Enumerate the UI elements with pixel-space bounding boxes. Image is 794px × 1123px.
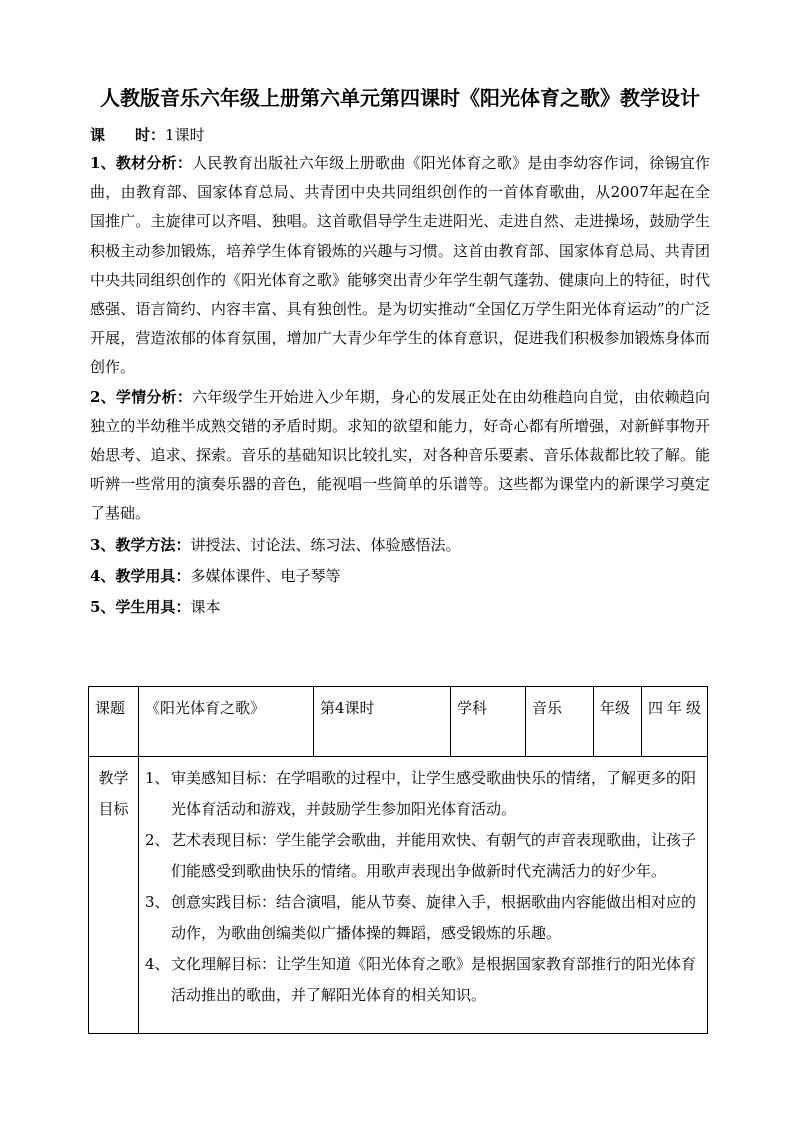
section-label: 2、学情分析： <box>90 387 193 406</box>
topic-label-cell: 课题 <box>89 687 139 757</box>
section-text: 讲授法、讨论法、练习法、体验感悟法。 <box>190 535 461 554</box>
subject-label-cell: 学科 <box>451 687 526 757</box>
section-text: 多媒体课件、电子琴等 <box>190 566 341 585</box>
course-time-label <box>90 126 165 144</box>
goal-item <box>145 887 701 949</box>
document-title: 人教版音乐六年级上册第六单元第四课时《阳光体育之歌》教学设计 <box>100 86 700 110</box>
grade-value-cell: 四年级 <box>642 687 708 757</box>
table-header-row <box>89 687 708 757</box>
grade-label-cell: 年级 <box>594 687 642 757</box>
teaching-goals-cell <box>139 757 708 1034</box>
section-label: 5、学生用具： <box>90 597 191 616</box>
goal-text: 审美感知目标：在学唱歌的过程中，让学生感受歌曲快乐的情绪，了解更多的阳光体育活动和游戏，并鼓励学生参加阳光体育活动。 <box>171 769 697 818</box>
goal-number: 2、 <box>145 831 170 849</box>
lesson-plan-table <box>88 686 708 1034</box>
goal-item <box>145 825 701 887</box>
teaching-goals-label: 教学目标 <box>89 757 139 1034</box>
section-text: 六年级学生开始进入少年期，身心的发展正处在由幼稚趋向自觉，由依赖趋向独立的半幼稚半成熟交错的矛盾时期。求知的欲望和能力，好奇心都有所增强，对新鲜事物开始思考、追求、探索。音乐的基础知识比较扎实，对各种音乐要素、音乐体裁都比较了解。能听辨一些常用的演奏乐器的音色，能视唱一些简单的乐谱等。这些都为课堂内的新课学习奠定了基础。 <box>90 387 710 523</box>
section-teaching-methods <box>90 531 710 560</box>
lesson-number-cell: 第4课时 <box>314 687 451 757</box>
goal-number: 1、 <box>145 769 170 787</box>
goal-item <box>145 949 701 1011</box>
section-student-analysis <box>90 383 710 529</box>
goal-item <box>145 763 701 825</box>
goal-number: 3、 <box>145 893 170 911</box>
subject-value-cell: 音乐 <box>526 687 594 757</box>
teaching-goals-row <box>89 757 708 1034</box>
topic-value-cell: 《阳光体育之歌》 <box>139 687 314 757</box>
section-material-analysis <box>90 149 710 383</box>
section-label: 3、教学方法： <box>90 535 191 554</box>
goal-text: 创意实践目标：结合演唱，能从节奏、旋律入手，根据歌曲内容能做出相对应的动作，为歌曲创编类似广播体操的舞蹈，感受锻炼的乐趣。 <box>171 893 697 942</box>
goal-text: 文化理解目标：让学生知道《阳光体育之歌》是根据国家教育部推行的阳光体育活动推出的歌曲，并了解阳光体育的相关知识。 <box>171 955 697 1004</box>
section-teaching-tools <box>90 562 710 591</box>
document-page <box>90 78 710 622</box>
section-label: 1、教材分析： <box>90 154 193 172</box>
section-label: 4、教学用具： <box>90 566 191 585</box>
course-time-label-a: 课 <box>90 126 106 144</box>
section-text: 课本 <box>190 597 221 616</box>
goal-number: 4、 <box>145 955 170 973</box>
course-time-line <box>90 121 710 149</box>
goal-text: 艺术表现目标：学生能学会歌曲，并能用欢快、有朝气的声音表现歌曲，让孩子们能感受到歌曲快乐的情绪。用歌声表现出争做新时代充满活力的好少年。 <box>171 831 697 880</box>
course-time-label-b: 时： <box>135 126 166 144</box>
section-student-tools <box>90 593 710 622</box>
section-text: 人民教育出版社六年级上册歌曲《阳光体育之歌》是由李幼容作词，徐锡宜作曲，由教育部、国家体育总局、共青团中央共同组织创作的一首体育歌曲，从2007年起在全国推广。主旋律可以齐唱、独唱。这首歌倡导学生走进阳光、走进自然、走进操场，鼓励学生积极主动参加锻炼，培养学生体育锻炼的兴趣与习惯。这首由教育部、国家体育总局、共青团中央共同组织创作的《阳光体育之歌》能够突出青少年学生朝气蓬勃、健康向上的特征，时代感强、语言简约、内容丰富、具有独创性。是为切实推动“全国亿万学生阳光体育运动”的广泛开展，营造浓郁的体育氛围，增加广大青少年学生的体育意识，促进我们积极参加锻炼身体而创作。 <box>90 154 710 377</box>
course-time-value: 1课时 <box>165 126 205 144</box>
